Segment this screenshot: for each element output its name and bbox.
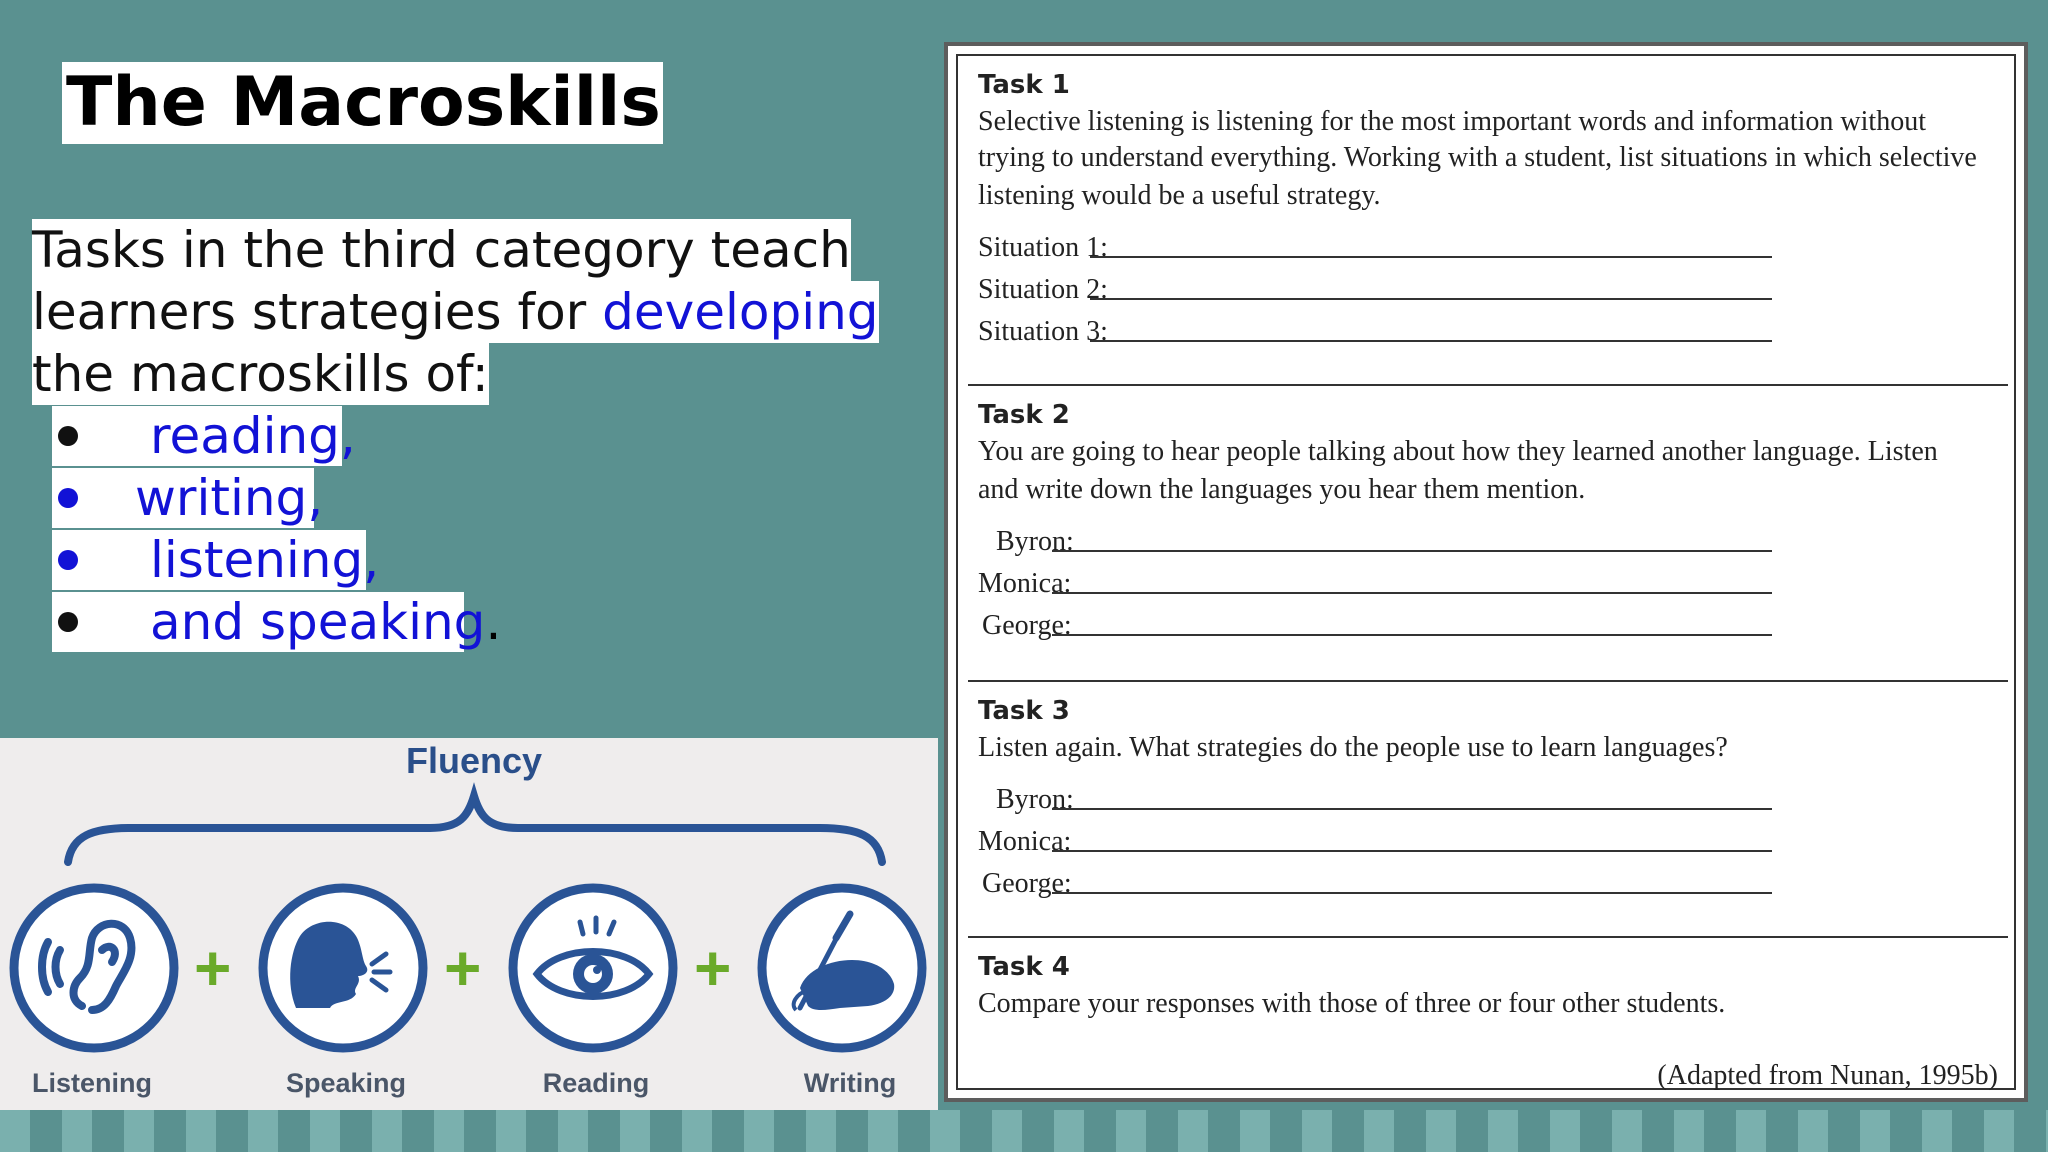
intro-line-3 xyxy=(32,343,489,405)
field-label: Situation 1: xyxy=(978,232,1108,263)
citation: (Adapted from Nunan, 1995b) xyxy=(1657,1060,1998,1091)
fluency-heading: Fluency xyxy=(405,740,543,781)
answer-line[interactable] xyxy=(1090,256,1772,258)
answer-line[interactable] xyxy=(1052,634,1772,636)
bullet-suffix: . xyxy=(485,593,502,651)
field-label: Situation 2: xyxy=(978,274,1108,305)
field-label: Byron: xyxy=(996,784,1074,815)
fluency-brace xyxy=(68,796,882,862)
task-2-text: and write down the languages you hear them mention. xyxy=(978,474,1586,505)
task-3-title: Task 3 xyxy=(978,696,1070,726)
intro-line-3-text: the macroskills of: xyxy=(32,345,489,403)
bullet-text-wrap xyxy=(150,592,501,652)
bullet-reading xyxy=(52,406,356,466)
bullet-text: writing, xyxy=(135,469,324,527)
field-label: George: xyxy=(982,610,1072,641)
bullet-dot xyxy=(58,488,78,508)
field-label: Byron: xyxy=(996,526,1074,557)
bullet-dot xyxy=(58,612,78,632)
intro-line-2 xyxy=(32,281,879,343)
intro-line-1-text: Tasks in the third category teach xyxy=(32,221,851,279)
task-4-text: Compare your responses with those of three or four other students. xyxy=(978,988,1726,1019)
task-1-text: Selective listening is listening for the most important words and information without xyxy=(978,106,1926,137)
intro-line-2-wrap xyxy=(32,281,879,343)
intro-line-2-text: learners strategies for xyxy=(32,283,603,341)
answer-line[interactable] xyxy=(1052,550,1772,552)
bullet-speaking xyxy=(52,592,502,652)
label-listening: Listening xyxy=(32,1068,152,1098)
slide-title: The Macroskills xyxy=(62,62,663,144)
plus-sign: + xyxy=(194,932,232,1004)
task-1-title: Task 1 xyxy=(978,70,1070,100)
field-label: Situation 3: xyxy=(978,316,1108,347)
bullet-dot xyxy=(58,426,78,446)
label-speaking: Speaking xyxy=(285,1068,407,1098)
fluency-diagram xyxy=(0,738,938,1110)
task-1-text: listening would be a useful strategy. xyxy=(978,180,1381,211)
bullet-text: listening, xyxy=(150,531,380,589)
bullet-listening xyxy=(52,530,380,590)
field-label: Monica: xyxy=(978,568,1072,599)
intro-highlight-developing: developing xyxy=(602,283,879,341)
bullet-text: reading, xyxy=(150,407,356,465)
label-reading: Reading xyxy=(542,1068,650,1098)
answer-line[interactable] xyxy=(1090,340,1772,342)
answer-line[interactable] xyxy=(1090,298,1772,300)
answer-line[interactable] xyxy=(1052,592,1772,594)
answer-line[interactable] xyxy=(1052,808,1772,810)
footer-stripes xyxy=(0,1110,2048,1152)
fluency-graphics xyxy=(0,738,938,1110)
listening-circle xyxy=(14,888,174,1048)
field-label: George: xyxy=(982,868,1072,899)
divider xyxy=(968,680,2008,682)
task-3-text: Listen again. What strategies do the people use to learn languages? xyxy=(978,732,1728,763)
task-4-title: Task 4 xyxy=(978,952,1070,982)
task-1-text: trying to understand everything. Working with a student, list situations in which selective xyxy=(978,142,1977,173)
task-2-text: You are going to hear people talking about how they learned another language. Listen xyxy=(978,436,1938,467)
bullet-text: and speaking xyxy=(150,593,486,651)
answer-line[interactable] xyxy=(1052,892,1772,894)
worksheet-frame xyxy=(956,54,2016,1090)
bullet-writing xyxy=(52,468,324,528)
bullet-dot xyxy=(58,550,78,570)
divider xyxy=(968,384,2008,386)
task-worksheet xyxy=(944,42,2028,1102)
intro-line-1 xyxy=(32,219,851,281)
answer-line[interactable] xyxy=(1052,850,1772,852)
label-writing: Writing xyxy=(803,1068,897,1098)
field-label: Monica: xyxy=(978,826,1072,857)
plus-sign: + xyxy=(444,932,482,1004)
divider xyxy=(968,936,2008,938)
task-2-title: Task 2 xyxy=(978,400,1070,430)
plus-sign: + xyxy=(694,932,732,1004)
